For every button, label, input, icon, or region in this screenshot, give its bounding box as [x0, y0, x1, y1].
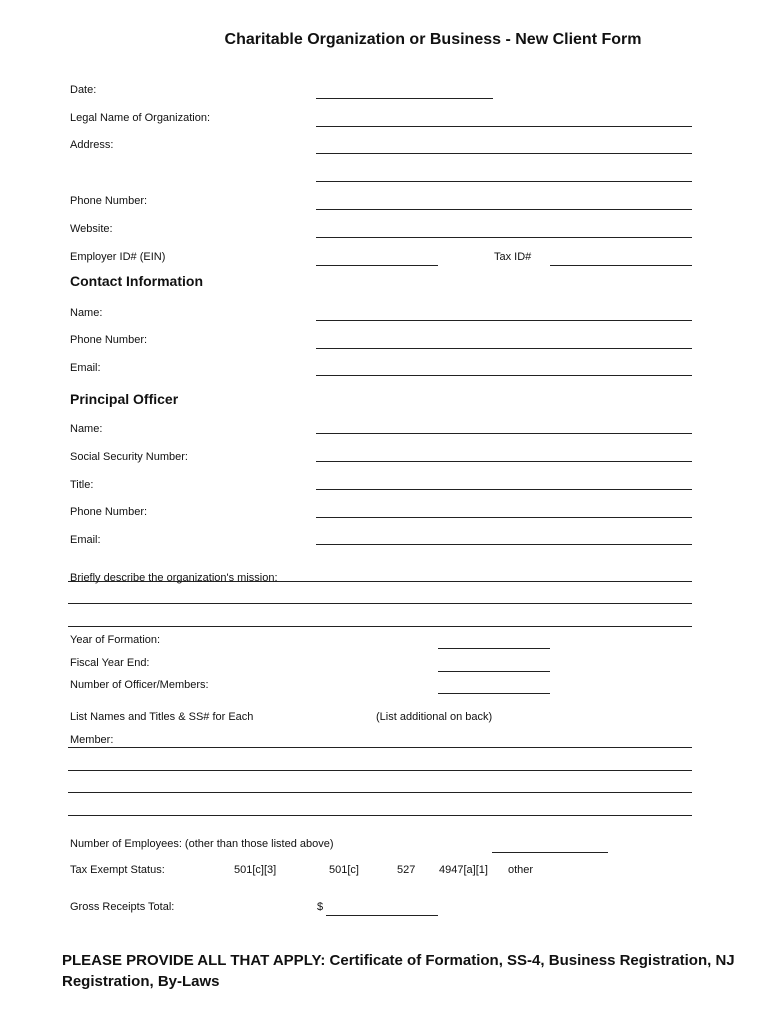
officer-name-label: Name:: [70, 423, 103, 435]
officer-phone-label: Phone Number:: [70, 506, 148, 518]
contact-phone-field[interactable]: [316, 332, 692, 349]
legal-name-label: Legal Name of Organization:: [70, 112, 211, 124]
members-line-4[interactable]: [68, 815, 692, 816]
mission-line-1[interactable]: [68, 581, 692, 582]
list-additional-note: (List additional on back): [376, 711, 493, 723]
year-formation-label: Year of Formation:: [70, 634, 161, 646]
contact-name-field[interactable]: [316, 304, 692, 321]
address-field-line1[interactable]: [316, 137, 692, 154]
officer-ssn-field[interactable]: [316, 445, 692, 462]
legal-name-field[interactable]: [316, 110, 692, 127]
tax-id-field[interactable]: [550, 249, 692, 266]
officer-ssn-label: Social Security Number:: [70, 451, 188, 463]
required-documents-note: PLEASE PROVIDE ALL THAT APPLY: Certificate of Formation, SS-4, Business Registration, NJ Registration, By-Laws: [62, 952, 735, 990]
officer-phone-field[interactable]: [316, 501, 692, 518]
tax-id-label: Tax ID#: [494, 251, 532, 263]
gross-receipts-label: Gross Receipts Total:: [70, 901, 175, 913]
address-field-line2[interactable]: [316, 165, 692, 182]
tax-option-other[interactable]: other: [508, 864, 534, 876]
officers-count-label: Number of Officer/Members:: [70, 679, 209, 691]
members-label-line2: Member:: [70, 734, 114, 746]
members-line-3[interactable]: [68, 792, 692, 793]
officer-title-field[interactable]: [316, 473, 692, 490]
website-label: Website:: [70, 223, 113, 235]
fiscal-year-field[interactable]: [438, 655, 550, 672]
tax-option-4947a1[interactable]: 4947[a][1]: [439, 864, 488, 876]
mission-line-2[interactable]: [68, 603, 692, 604]
fiscal-year-label: Fiscal Year End:: [70, 657, 150, 669]
tax-exempt-label: Tax Exempt Status:: [70, 864, 165, 876]
officer-email-label: Email:: [70, 534, 101, 546]
mission-line-3[interactable]: [68, 626, 692, 627]
officer-name-field[interactable]: [316, 417, 692, 434]
phone-field[interactable]: [316, 193, 692, 210]
year-formation-field[interactable]: [438, 632, 550, 649]
contact-email-field[interactable]: [316, 359, 692, 376]
officer-email-field[interactable]: [316, 528, 692, 545]
address-label: Address:: [70, 139, 114, 151]
date-label: Date:: [70, 84, 97, 96]
tax-option-501c3[interactable]: 501[c][3]: [234, 864, 277, 876]
date-field[interactable]: [316, 82, 493, 99]
contact-email-label: Email:: [70, 362, 101, 374]
contact-info-heading: Contact Information: [70, 273, 203, 289]
tax-option-527[interactable]: 527: [397, 864, 416, 876]
gross-receipts-field[interactable]: [326, 899, 438, 916]
employees-field[interactable]: [492, 836, 608, 853]
employees-label: Number of Employees: (other than those listed above): [70, 838, 334, 850]
phone-label: Phone Number:: [70, 195, 148, 207]
website-field[interactable]: [316, 221, 692, 238]
officer-title-label: Title:: [70, 479, 94, 491]
ein-field[interactable]: [316, 249, 438, 266]
members-label-line1: List Names and Titles & SS# for Each: [70, 711, 254, 723]
principal-officer-heading: Principal Officer: [70, 391, 179, 407]
currency-symbol: $: [317, 901, 324, 913]
tax-option-501c[interactable]: 501[c]: [329, 864, 359, 876]
ein-label: Employer ID# (EIN): [70, 251, 166, 263]
form-title: Charitable Organization or Business - New Client Form: [224, 31, 642, 48]
officers-count-field[interactable]: [438, 677, 550, 694]
contact-phone-label: Phone Number:: [70, 334, 148, 346]
members-line-2[interactable]: [68, 770, 692, 771]
contact-name-label: Name:: [70, 307, 103, 319]
mission-label: Briefly describe the organization's mission:: [70, 572, 278, 584]
members-line-1[interactable]: [68, 747, 692, 748]
